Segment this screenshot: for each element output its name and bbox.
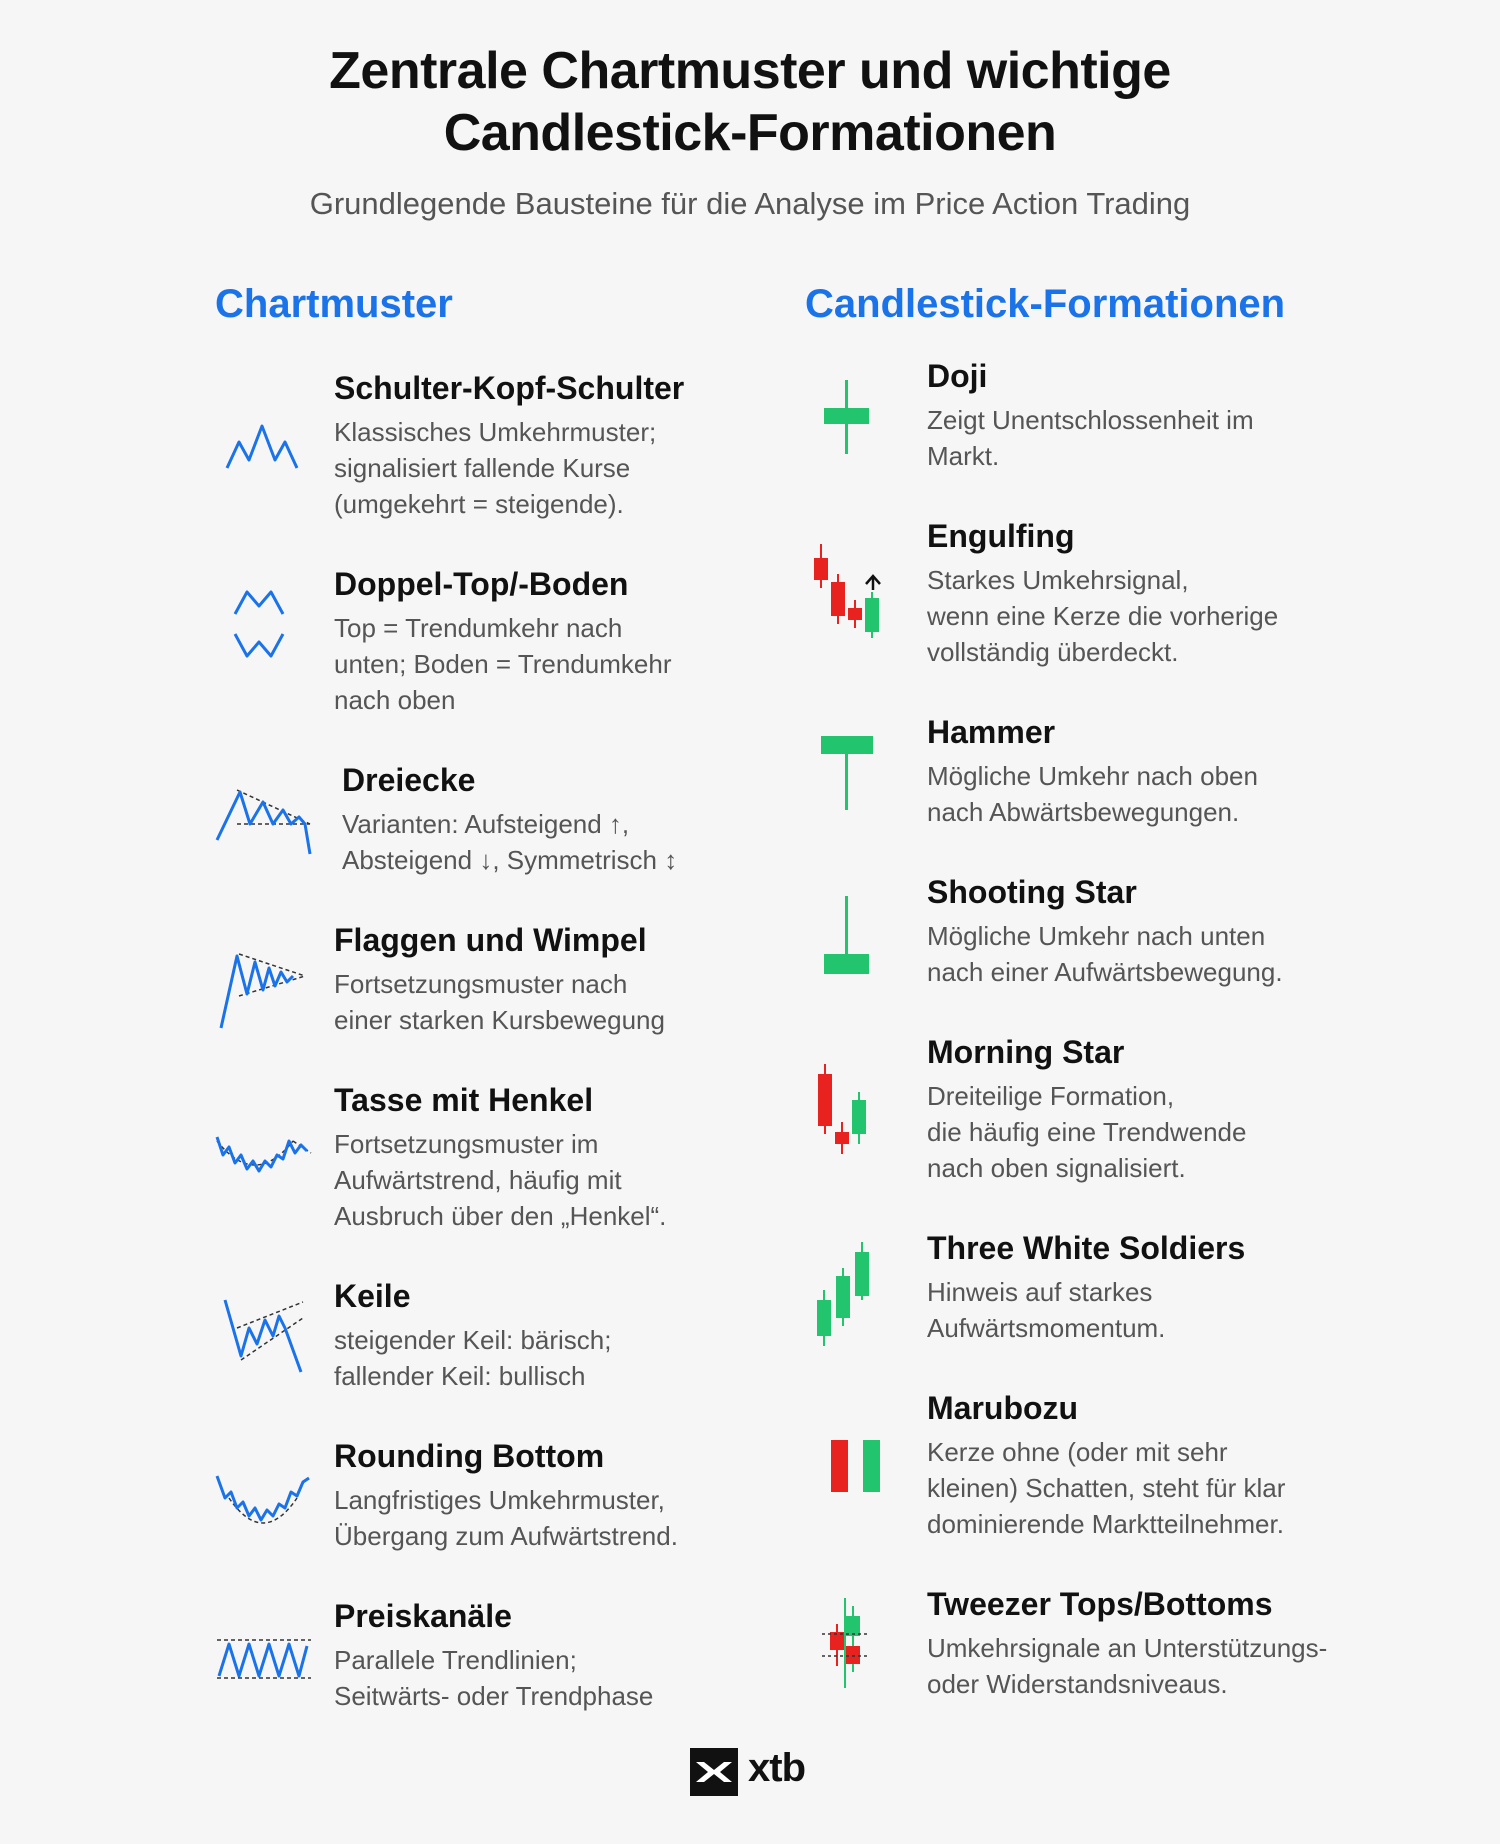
- wedge-icon: [223, 1298, 308, 1378]
- doji-candle-icon: [812, 378, 882, 458]
- chart-patterns-heading: Chartmuster: [215, 282, 453, 326]
- morning-star-candles-icon: [812, 1062, 882, 1162]
- pattern-desc: Fortsetzungsmuster im Aufwärtstrend, häufig mit Ausbruch über den „Henkel“.: [334, 1129, 667, 1231]
- pattern-desc: Klassisches Umkehrmuster; signalisiert fallende Kurse (umgekehrt = steigende).: [334, 417, 657, 519]
- header: [0, 40, 1500, 222]
- marubozu-candles-icon: [812, 1438, 882, 1498]
- pattern-title: Doppel-Top/-Boden: [334, 566, 629, 602]
- candle-desc: Hinweis auf starkes Aufwärtsmomentum.: [927, 1277, 1166, 1343]
- candle-title: Tweezer Tops/Bottoms: [927, 1586, 1273, 1622]
- head-shoulders-icon: [225, 420, 300, 475]
- pattern-desc: Fortsetzungsmuster nach einer starken Kursbewegung: [334, 969, 665, 1035]
- candle-desc: Zeigt Unentschlossenheit im Markt.: [927, 405, 1254, 471]
- pattern-desc: steigender Keil: bärisch; fallender Keil: bullisch: [334, 1325, 612, 1391]
- candle-title: Morning Star: [927, 1034, 1125, 1070]
- page-subtitle: Grundlegende Bausteine für die Analyse im Price Action Trading: [309, 186, 1191, 221]
- flag-pennant-icon: [219, 950, 309, 1030]
- candle-title: Shooting Star: [927, 874, 1137, 910]
- candle-title: Engulfing: [927, 518, 1075, 554]
- price-channel-icon: [217, 1636, 313, 1686]
- xtb-logo: [690, 1748, 810, 1798]
- candle-title: Hammer: [927, 714, 1056, 750]
- candle-title: Three White Soldiers: [927, 1230, 1246, 1266]
- tweezer-candles-icon: [812, 1596, 882, 1696]
- candle-desc: Starkes Umkehrsignal, wenn eine Kerze die vorherige vollständig überdeckt.: [927, 565, 1279, 667]
- pattern-title: Preiskanäle: [334, 1598, 512, 1634]
- engulfing-candles-icon: [812, 538, 892, 648]
- pattern-title: Keile: [334, 1278, 411, 1314]
- brand-name: xtb: [748, 1746, 805, 1790]
- page-title-line2: Candlestick-Formationen: [443, 104, 1057, 162]
- pattern-title: Schulter-Kopf-Schulter: [334, 370, 685, 406]
- pattern-desc: Top = Trendumkehr nach unten; Boden = Trendumkehr nach oben: [334, 613, 672, 715]
- pattern-desc: Varianten: Aufsteigend ↑, Absteigend ↓, Symmetrisch ↕: [342, 809, 678, 875]
- triangle-icon: [215, 782, 315, 862]
- candle-desc: Mögliche Umkehr nach oben nach Abwärtsbewegungen.: [927, 761, 1258, 827]
- pattern-desc: Langfristiges Umkehrmuster, Übergang zum Aufwärtstrend.: [334, 1485, 678, 1551]
- cup-handle-icon: [215, 1127, 315, 1187]
- candle-title: Doji: [927, 358, 988, 394]
- pattern-desc: Parallele Trendlinien; Seitwärts- oder Trendphase: [334, 1645, 654, 1711]
- rounding-bottom-icon: [215, 1468, 315, 1538]
- pattern-title: Tasse mit Henkel: [334, 1082, 594, 1118]
- pattern-title: Flaggen und Wimpel: [334, 922, 647, 958]
- three-white-soldiers-icon: [812, 1240, 882, 1350]
- shooting-star-candle-icon: [812, 894, 882, 984]
- candle-desc: Mögliche Umkehr nach unten nach einer Aufwärtsbewegung.: [927, 921, 1283, 987]
- page-title-line1: Zentrale Chartmuster und wichtige: [329, 42, 1171, 100]
- pattern-title: Dreiecke: [342, 762, 476, 798]
- double-top-bottom-icon: [233, 584, 293, 664]
- candle-title: Marubozu: [927, 1390, 1079, 1426]
- xtb-logo-mark-icon: [690, 1748, 738, 1796]
- candle-desc: Kerze ohne (oder mit sehr kleinen) Schatten, steht für klar dominierende Marktteilnehmer.: [927, 1437, 1286, 1539]
- pattern-title: Rounding Bottom: [334, 1438, 605, 1474]
- candlestick-heading: Candlestick-Formationen: [805, 282, 1286, 326]
- hammer-candle-icon: [812, 734, 882, 814]
- candle-desc: Dreiteilige Formation, die häufig eine Trendwende nach oben signalisiert.: [927, 1081, 1247, 1183]
- candle-desc: Umkehrsignale an Unterstützungs- oder Widerstandsniveaus.: [927, 1633, 1328, 1699]
